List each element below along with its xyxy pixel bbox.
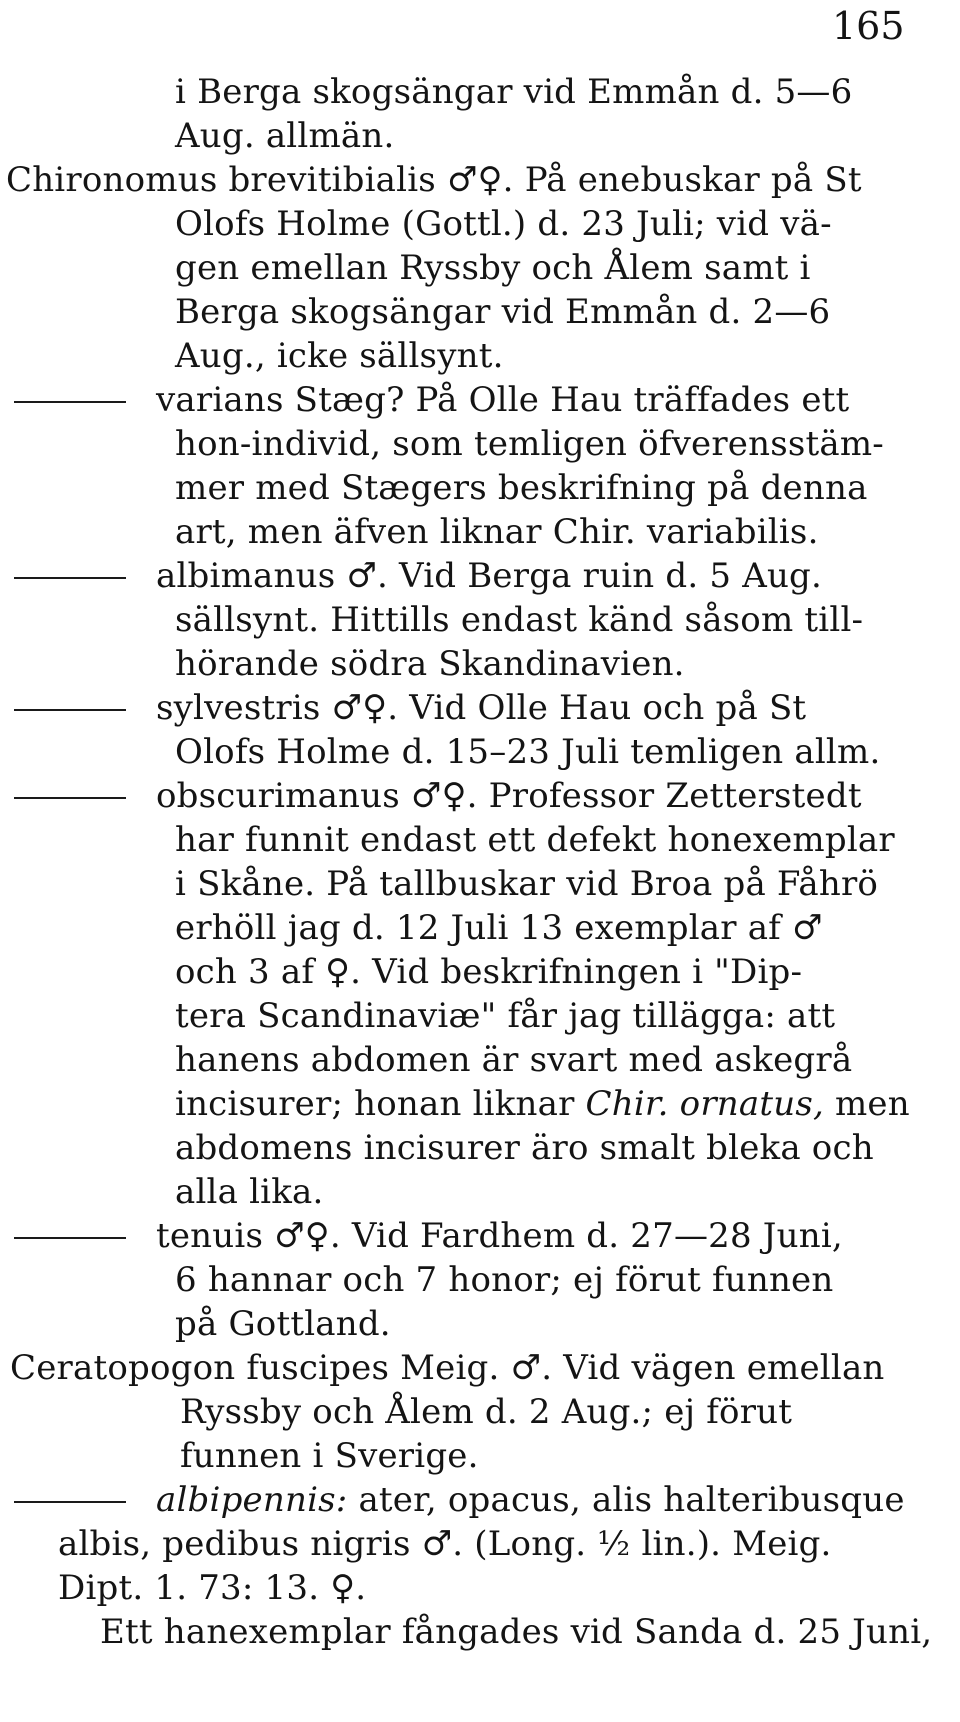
line-text: Aug., icke sällsynt.	[175, 336, 504, 376]
text-line	[175, 728, 880, 776]
line-text: tenuis ♂♀. Vid Fardhem d. 27—28 Juni,	[156, 1216, 843, 1256]
text-line	[175, 332, 504, 380]
line-text: hanens abdomen är svart med askegrå	[175, 1040, 853, 1080]
line-text-end: ater, opacus, alis halteribusque	[347, 1480, 905, 1520]
dash-mark	[14, 1237, 126, 1239]
text-line	[14, 1212, 843, 1260]
text-line	[175, 68, 852, 116]
line-text: Chironomus brevitibialis ♂♀. På enebuskar på St	[6, 160, 862, 200]
line-text: 6 hannar och 7 honor; ej förut funnen	[175, 1260, 834, 1300]
line-text: albimanus ♂. Vid Berga ruin d. 5 Aug.	[156, 556, 823, 596]
line-text: Aug. allmän.	[175, 116, 395, 156]
page-number: 165	[832, 4, 905, 48]
line-text: har funnit endast ett defekt honexemplar	[175, 820, 895, 860]
text-line	[14, 1476, 905, 1524]
text-line	[175, 1168, 324, 1216]
text-line	[175, 112, 394, 160]
line-text: mer med Stægers beskrifning på denna	[175, 468, 868, 508]
line-text: sällsynt. Hittills endast känd såsom till-	[175, 600, 864, 640]
line-text: tera Scandinaviæ" får jag tillägga: att	[175, 996, 836, 1036]
line-text: hon-individ, som temligen öfverensstäm-	[175, 424, 884, 464]
line-text: obscurimanus ♂♀. Professor Zetterstedt	[156, 776, 862, 816]
text-line	[6, 156, 862, 204]
text-line	[14, 772, 862, 820]
text-line	[58, 1564, 366, 1612]
line-text: Olofs Holme d. 15–23 Juli temligen allm.	[175, 732, 881, 772]
dash-mark	[14, 577, 126, 579]
text-line	[175, 1300, 391, 1348]
text-line	[175, 288, 830, 336]
text-line	[175, 596, 863, 644]
line-text: Ryssby och Ålem d. 2 Aug.; ej förut	[180, 1392, 793, 1432]
line-text: alla lika.	[175, 1172, 324, 1212]
line-text: Ceratopogon fuscipes Meig. ♂. Vid vägen emellan	[10, 1348, 885, 1388]
line-text: incisurer; honan liknar	[175, 1084, 586, 1124]
text-line	[180, 1432, 479, 1480]
text-line	[14, 684, 806, 732]
dash-mark	[14, 401, 126, 403]
text-line	[175, 420, 884, 468]
text-line	[10, 1344, 885, 1392]
text-line	[175, 1080, 910, 1128]
line-text: abdomens incisurer äro smalt bleka och	[175, 1128, 874, 1168]
text-line	[175, 640, 685, 688]
line-text: Ett hanexemplar fångades vid Sanda d. 25 Juni,	[100, 1612, 933, 1652]
line-text: varians Stæg? På Olle Hau träffades ett	[156, 380, 850, 420]
text-line	[175, 200, 832, 248]
line-text: art, men äfven liknar Chir. variabilis.	[175, 512, 819, 552]
text-line	[175, 244, 811, 292]
dash-mark	[14, 709, 126, 711]
text-line	[175, 904, 823, 952]
dash-mark	[14, 1501, 126, 1503]
line-text: i Berga skogsängar vid Emmån d. 5—6	[175, 72, 853, 112]
line-text: funnen i Sverige.	[180, 1436, 479, 1476]
line-text: i Skåne. På tallbuskar vid Broa på Fåhrö	[175, 864, 879, 904]
text-line	[175, 948, 802, 996]
line-text: och 3 af ♀. Vid beskrifningen i "Dip-	[175, 952, 803, 992]
text-line	[175, 992, 835, 1040]
italic-text: Chir. ornatus,	[585, 1084, 824, 1124]
line-text: Dipt. 1. 73: 13. ♀.	[58, 1568, 367, 1608]
line-text: erhöll jag d. 12 Juli 13 exemplar af ♂	[175, 908, 823, 948]
text-line	[14, 376, 849, 424]
text-line	[58, 1520, 832, 1568]
text-line	[14, 552, 822, 600]
dash-mark	[14, 797, 126, 799]
line-text-end: men	[823, 1084, 910, 1124]
line-text: albis, pedibus nigris ♂. (Long. ½ lin.). Meig.	[58, 1524, 832, 1564]
text-line	[175, 816, 895, 864]
line-text: hörande södra Skandinavien.	[175, 644, 685, 684]
text-line	[100, 1608, 932, 1656]
line-text: Berga skogsängar vid Emmån d. 2—6	[175, 292, 831, 332]
text-line	[175, 1036, 852, 1084]
text-line	[175, 1256, 833, 1304]
text-line	[175, 860, 878, 908]
line-text: gen emellan Ryssby och Ålem samt i	[175, 248, 811, 288]
line-text: sylvestris ♂♀. Vid Olle Hau och på St	[156, 688, 807, 728]
line-text: Olofs Holme (Gottl.) d. 23 Juli; vid vä-	[175, 204, 832, 244]
line-text: på Gottland.	[175, 1304, 391, 1344]
italic-text: albipennis:	[156, 1480, 348, 1520]
text-line	[175, 508, 819, 556]
text-line	[175, 1124, 874, 1172]
text-line	[180, 1388, 792, 1436]
text-line	[175, 464, 868, 512]
